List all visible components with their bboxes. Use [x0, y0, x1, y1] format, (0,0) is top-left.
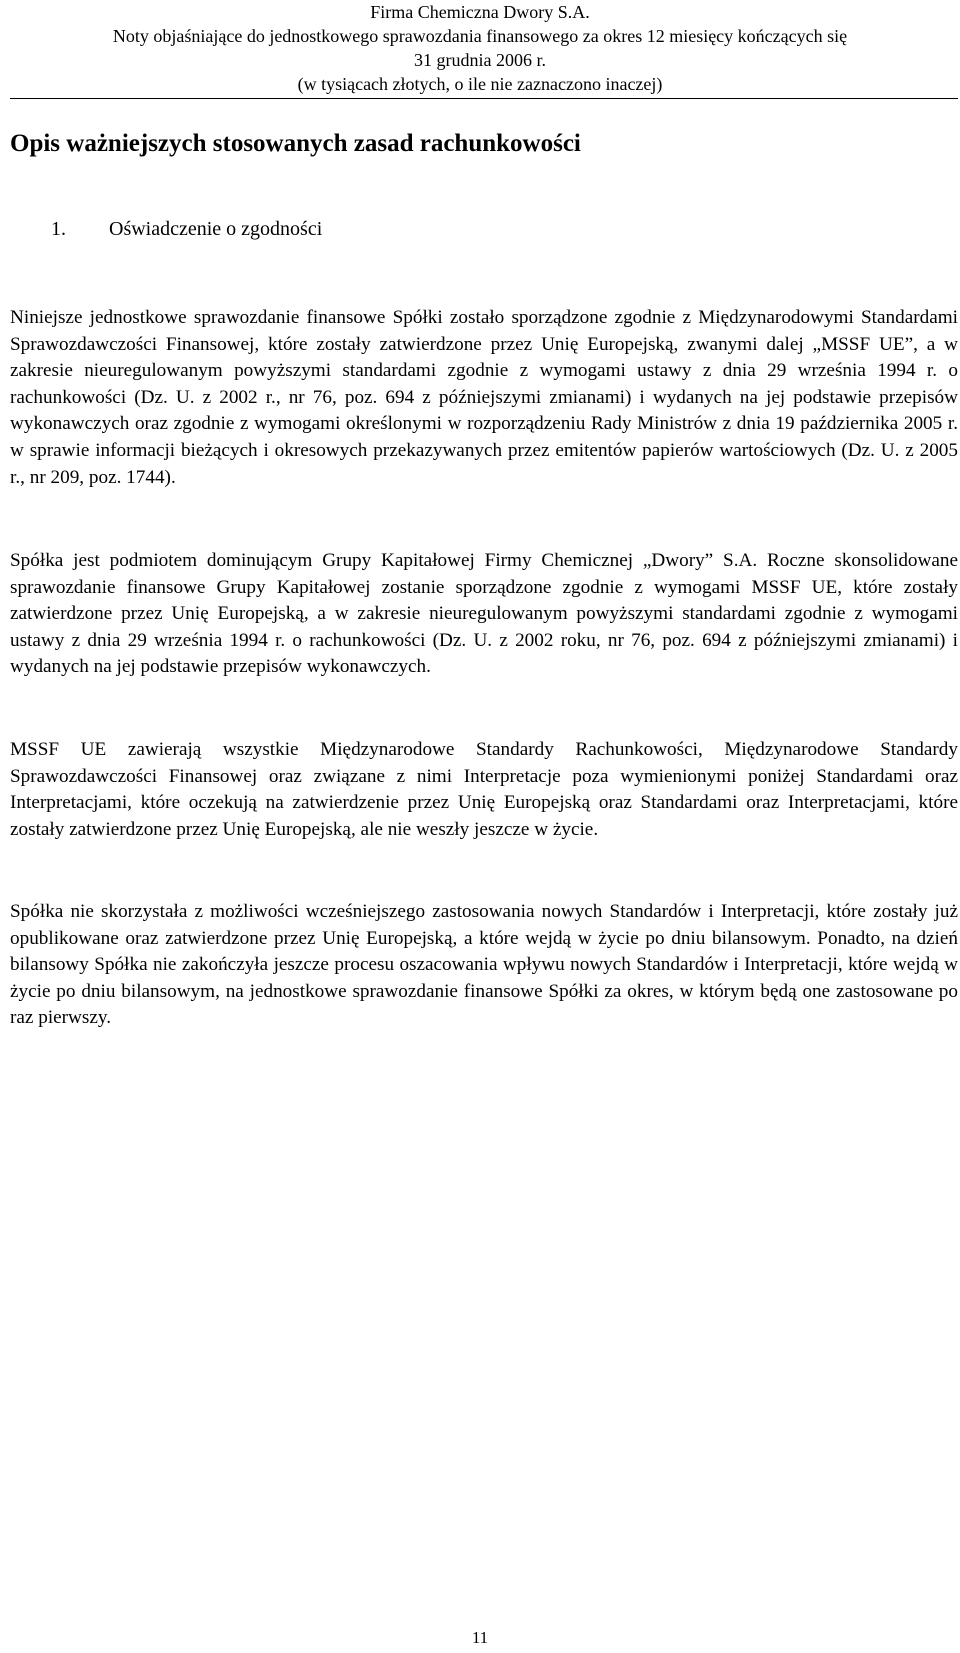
subsection-number: 1. [51, 218, 66, 240]
header-period-date: 31 grudnia 2006 r. [414, 50, 546, 70]
subsection-title: Oświadczenie o zgodności [109, 218, 323, 240]
paragraph-group-consolidation: Spółka jest podmiotem dominującym Grupy Kapitałowej Firmy Chemicznej „Dwory” S.A. Roczne skonsolidowane sprawozdanie finansowe Grupy Kapitałowej zostanie sporządzone zgodnie z wymogami MSSF UE, które zostały zatwierdzone przez Unię Europejską, a w zakresie nieuregulowanym powyższymi standardami zgodnie z wymogami ustawy z dnia 29 września 1994 r. o rachunkowości (Dz. U. z 2002 roku, nr 76, poz. 694 z późniejszymi zmianami) i wydanych na jej podstawie przepisów wykonawczych. [10, 550, 958, 678]
paragraph-early-adoption: Spółka nie skorzystała z możliwości wcześniejszego zastosowania nowych Standardów i Interpretacji, które zostały już opublikowane oraz zatwierdzone przez Unię Europejską, a które wejdą w życie po dniu bilansowym. Ponadto, na dzień bilansowy Spółka nie zakończyła jeszcze procesu oszacowania wpływu nowych Standardów i Interpretacji, które wejdą w życie po dniu bilansowym, na jednostkowe sprawozdanie finansowe Spółki za okres, w którym będą one zastosowane po raz pierwszy. [10, 901, 958, 1029]
paragraph-ifrs-scope: MSSF UE zawierają wszystkie Międzynarodowe Standardy Rachunkowości, Międzynarodowe Standardy Sprawozdawczości Finansowej oraz związane z nimi Interpretacje poza wymienionymi poniżej Standardami oraz Interpretacjami, które oczekują na zatwierdzenie przez Unię Europejską oraz Standardami oraz Interpretacjami, które zostały zatwierdzone przez Unię Europejską, ale nie weszły jeszcze w życie. [10, 739, 958, 840]
page-number: 11 [471, 1628, 489, 1647]
header-currency-note: (w tysiącach złotych, o ile nie zaznaczono inaczej) [297, 74, 663, 94]
page-header [0, 0, 960, 96]
company-name: Firma Chemiczna Dwory S.A. [370, 2, 590, 22]
section-title: Opis ważniejszych stosowanych zasad rachunkowości [10, 130, 581, 157]
header-divider [10, 98, 958, 99]
subsection-heading [51, 218, 322, 241]
paragraph-compliance-statement: Niniejsze jednostkowe sprawozdanie finansowe Spółki zostało sporządzone zgodnie z Międzynarodowymi Standardami Sprawozdawczości Finansowej, które zostały zatwierdzone przez Unię Europejską, zwanymi dalej „MSSF UE”, a w zakresie nieuregulowanym powyższymi standardami zgodnie z wymogami ustawy z dnia 29 września 1994 r. o rachunkowości (Dz. U. z 2002 r., nr 76, poz. 694 z późniejszymi zmianami) i wydanych na jej podstawie przepisów wykonawczych oraz zgodnie z wymogami określonymi w rozporządzeniu Rady Ministrów z dnia 19 października 2005 r. w sprawie informacji bieżących i okresowych przekazywanych przez emitentów papierów wartościowych (Dz. U. z 2005 r., nr 209, poz. 1744). [10, 307, 958, 488]
header-notes-title: Noty objaśniające do jednostkowego sprawozdania finansowego za okres 12 miesięcy kończących się [112, 26, 848, 46]
